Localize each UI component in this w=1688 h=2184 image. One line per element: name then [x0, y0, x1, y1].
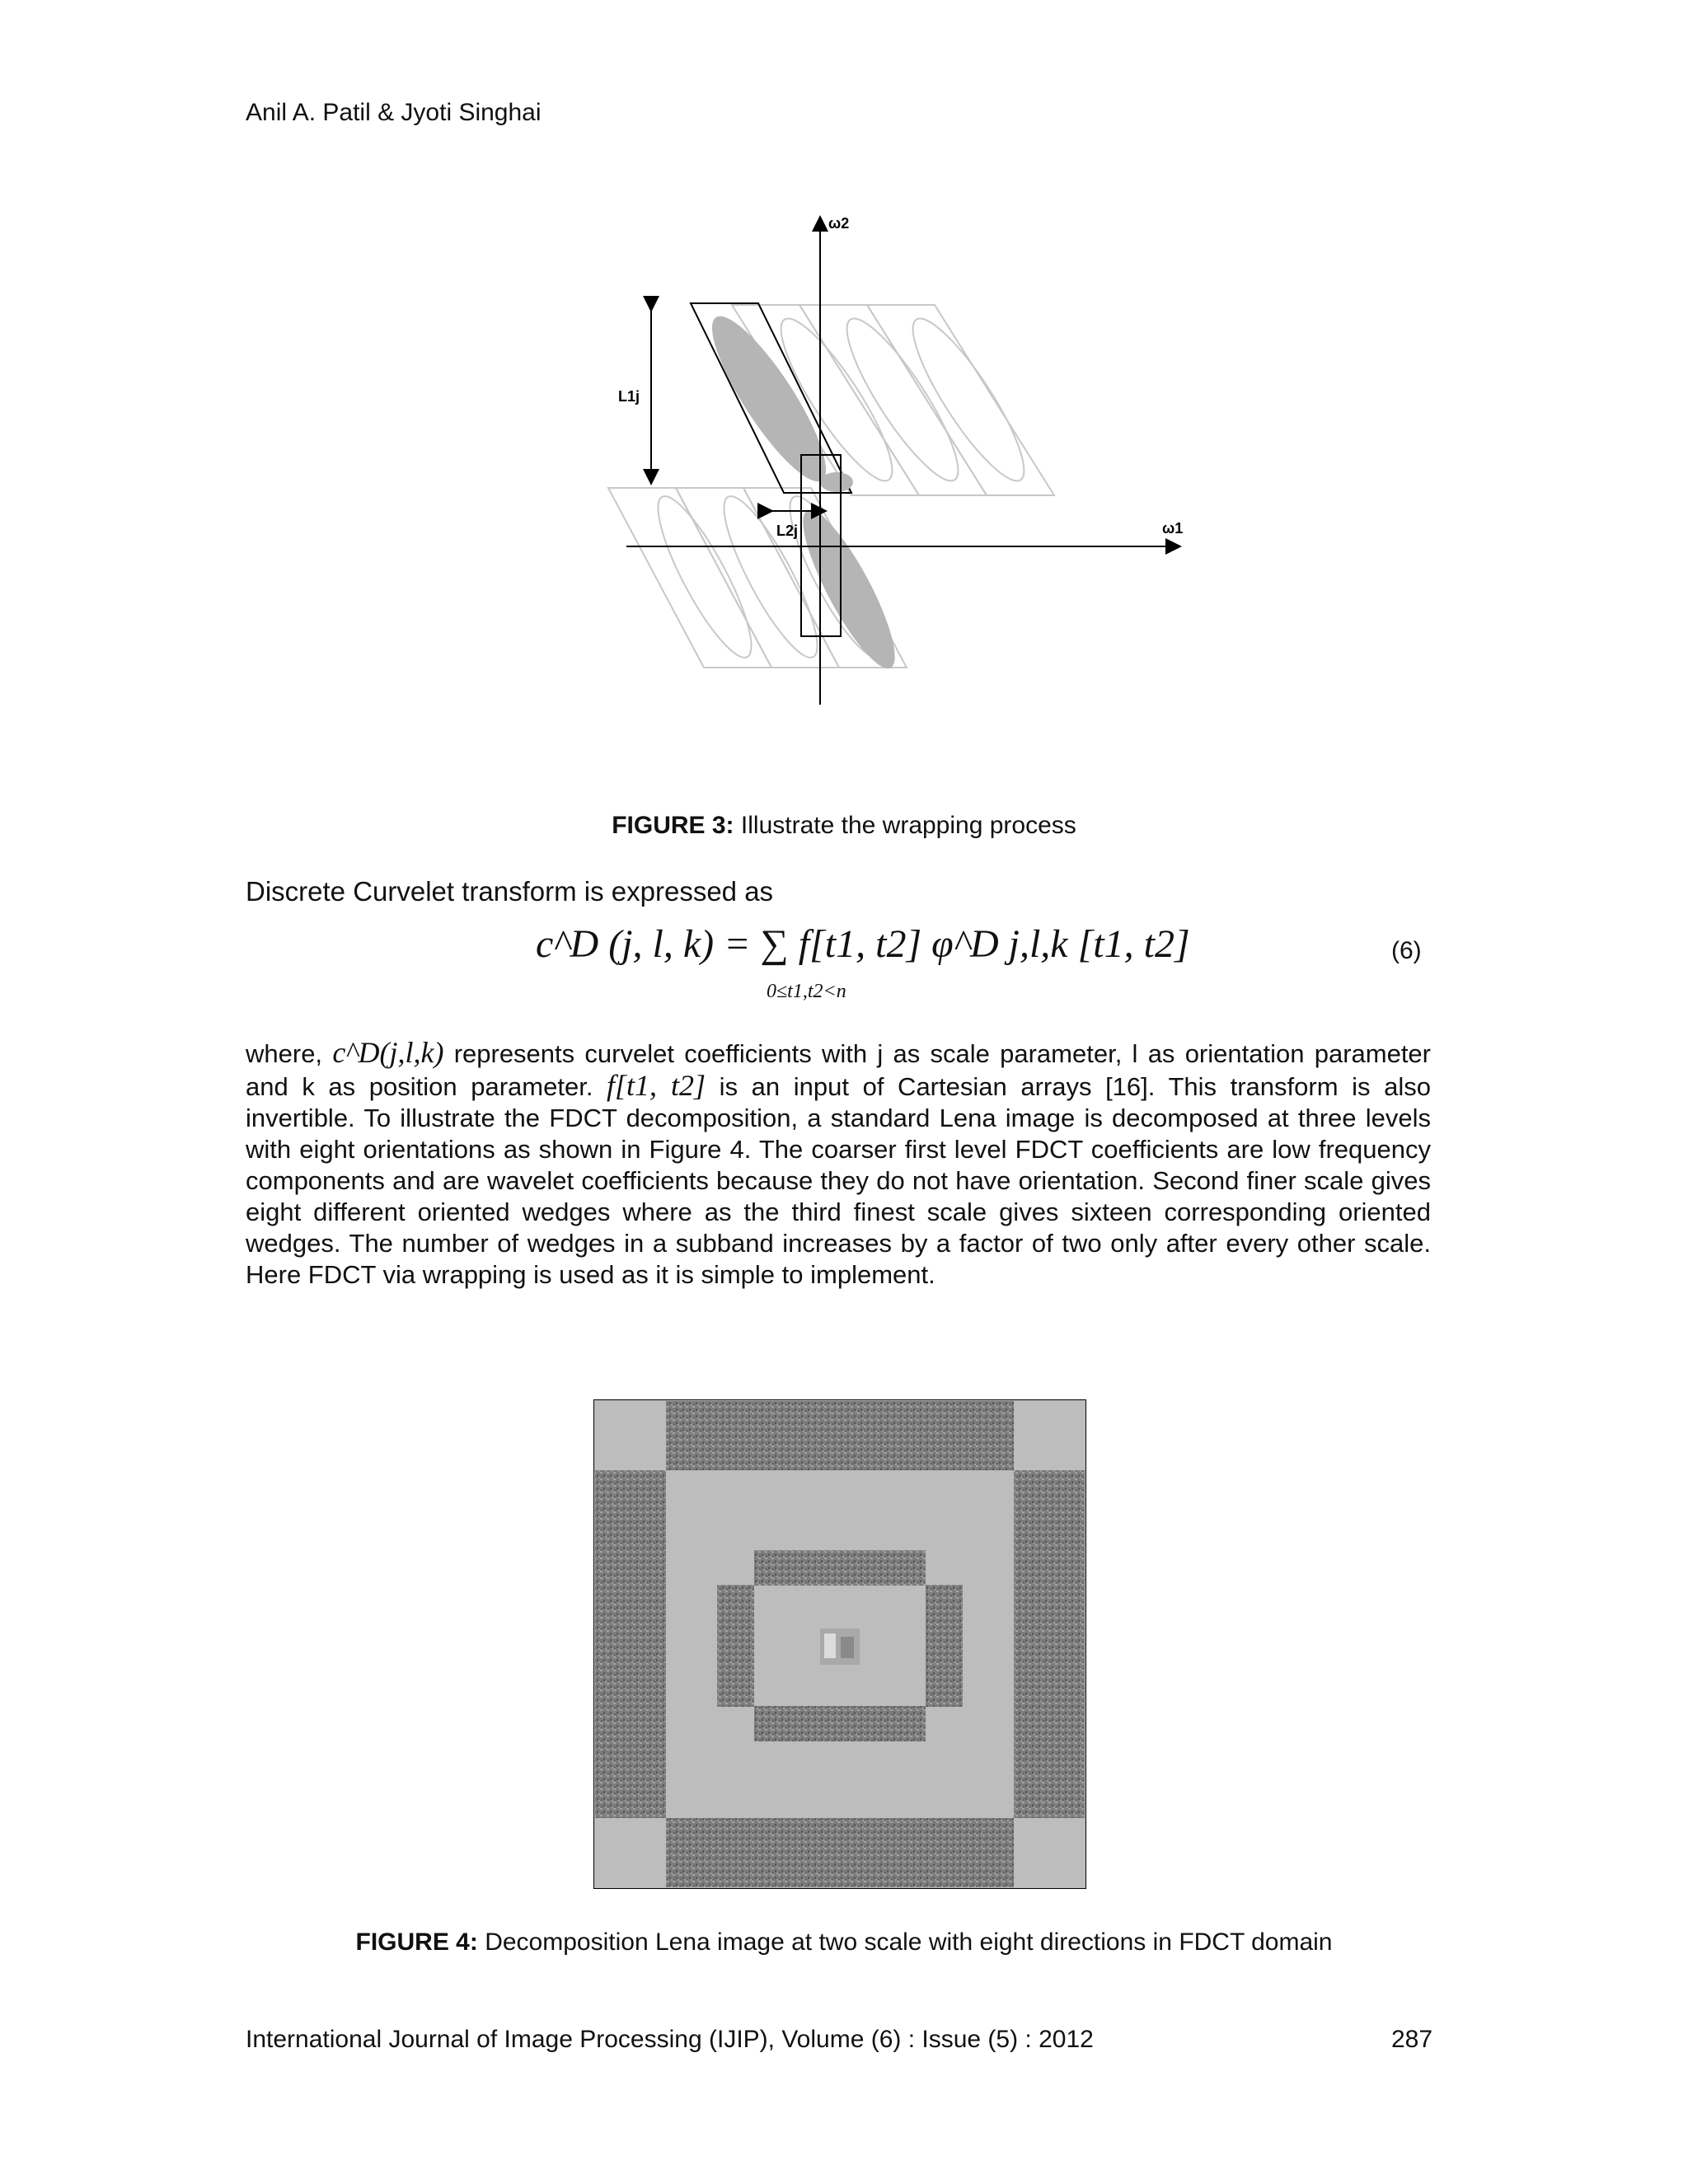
figure4-caption-text: Decomposition Lena image at two scale with eight directions in FDCT domain [485, 1929, 1333, 1956]
figure4-caption-label: FIGURE 4: [355, 1929, 478, 1956]
inner-top-band [754, 1550, 926, 1586]
label-omega1: ω1 [1162, 520, 1184, 537]
equation-number: (6) [1391, 937, 1422, 964]
label-l1j: L1j [618, 388, 640, 405]
para-text-1: represents curvelet coefficients with j as scale parameter, l as orientation parameter and k as position parameter. [246, 1039, 1431, 1101]
footer-journal: International Journal of Image Processing (IJIP), Volume (6) : Issue (5) : 2012 [246, 2026, 1094, 2053]
figure3-caption-text: Illustrate the wrapping process [740, 812, 1076, 839]
inner-right-band [926, 1585, 963, 1707]
para-math-input: f[t1, t2] [607, 1069, 706, 1102]
inner-left-band [717, 1585, 754, 1707]
outer-right-band [1014, 1470, 1085, 1818]
page-header: Anil A. Patil & Jyoti Singhai [246, 99, 542, 126]
outer-left-band [595, 1470, 666, 1818]
equation-sum-range: 0≤t1,t2<n [767, 981, 846, 1002]
inner-bottom-band [754, 1706, 926, 1741]
wrapping-diagram [552, 210, 1212, 705]
page-number: 287 [1391, 2026, 1433, 2053]
label-omega2: ω2 [828, 215, 850, 232]
body-paragraph [246, 1037, 1431, 1291]
para-math-coeff: c^D(j,l,k) [332, 1036, 444, 1069]
figure3-caption-label: FIGURE 3: [612, 812, 734, 839]
equation-6: c^D (j, l, k) = ∑ f[t1, t2] φ^D j,l,k [t1, t2] [536, 922, 1190, 966]
para-where: where, [246, 1039, 323, 1068]
label-l2j: L2j [776, 523, 799, 539]
figure4-caption [0, 1929, 1688, 1957]
outer-top-band [666, 1401, 1014, 1470]
lena-decomposition-image [593, 1399, 1086, 1889]
figure3-caption [0, 812, 1688, 840]
para-text-2: is an input of Cartesian arrays [16]. This transform is also invertible. To illustrate the FDCT decomposition, a standard Lena image is decomposed at three levels with eight orientations as shown in Figure 4. The coarser first level FDCT coefficients are low frequency components and are wavelet coefficients because they do not have orientation. Second finer scale gives eight different oriented wedges where as the third finest scale gives sixteen corresponding oriented wedges. The number of wedges in a subband increases by a factor of two only after every other scale. Here FDCT via wrapping is used as it is simple to implement. [246, 1072, 1432, 1289]
outer-bottom-band [666, 1818, 1014, 1887]
equation-intro: Discrete Curvelet transform is expressed as [246, 876, 774, 907]
